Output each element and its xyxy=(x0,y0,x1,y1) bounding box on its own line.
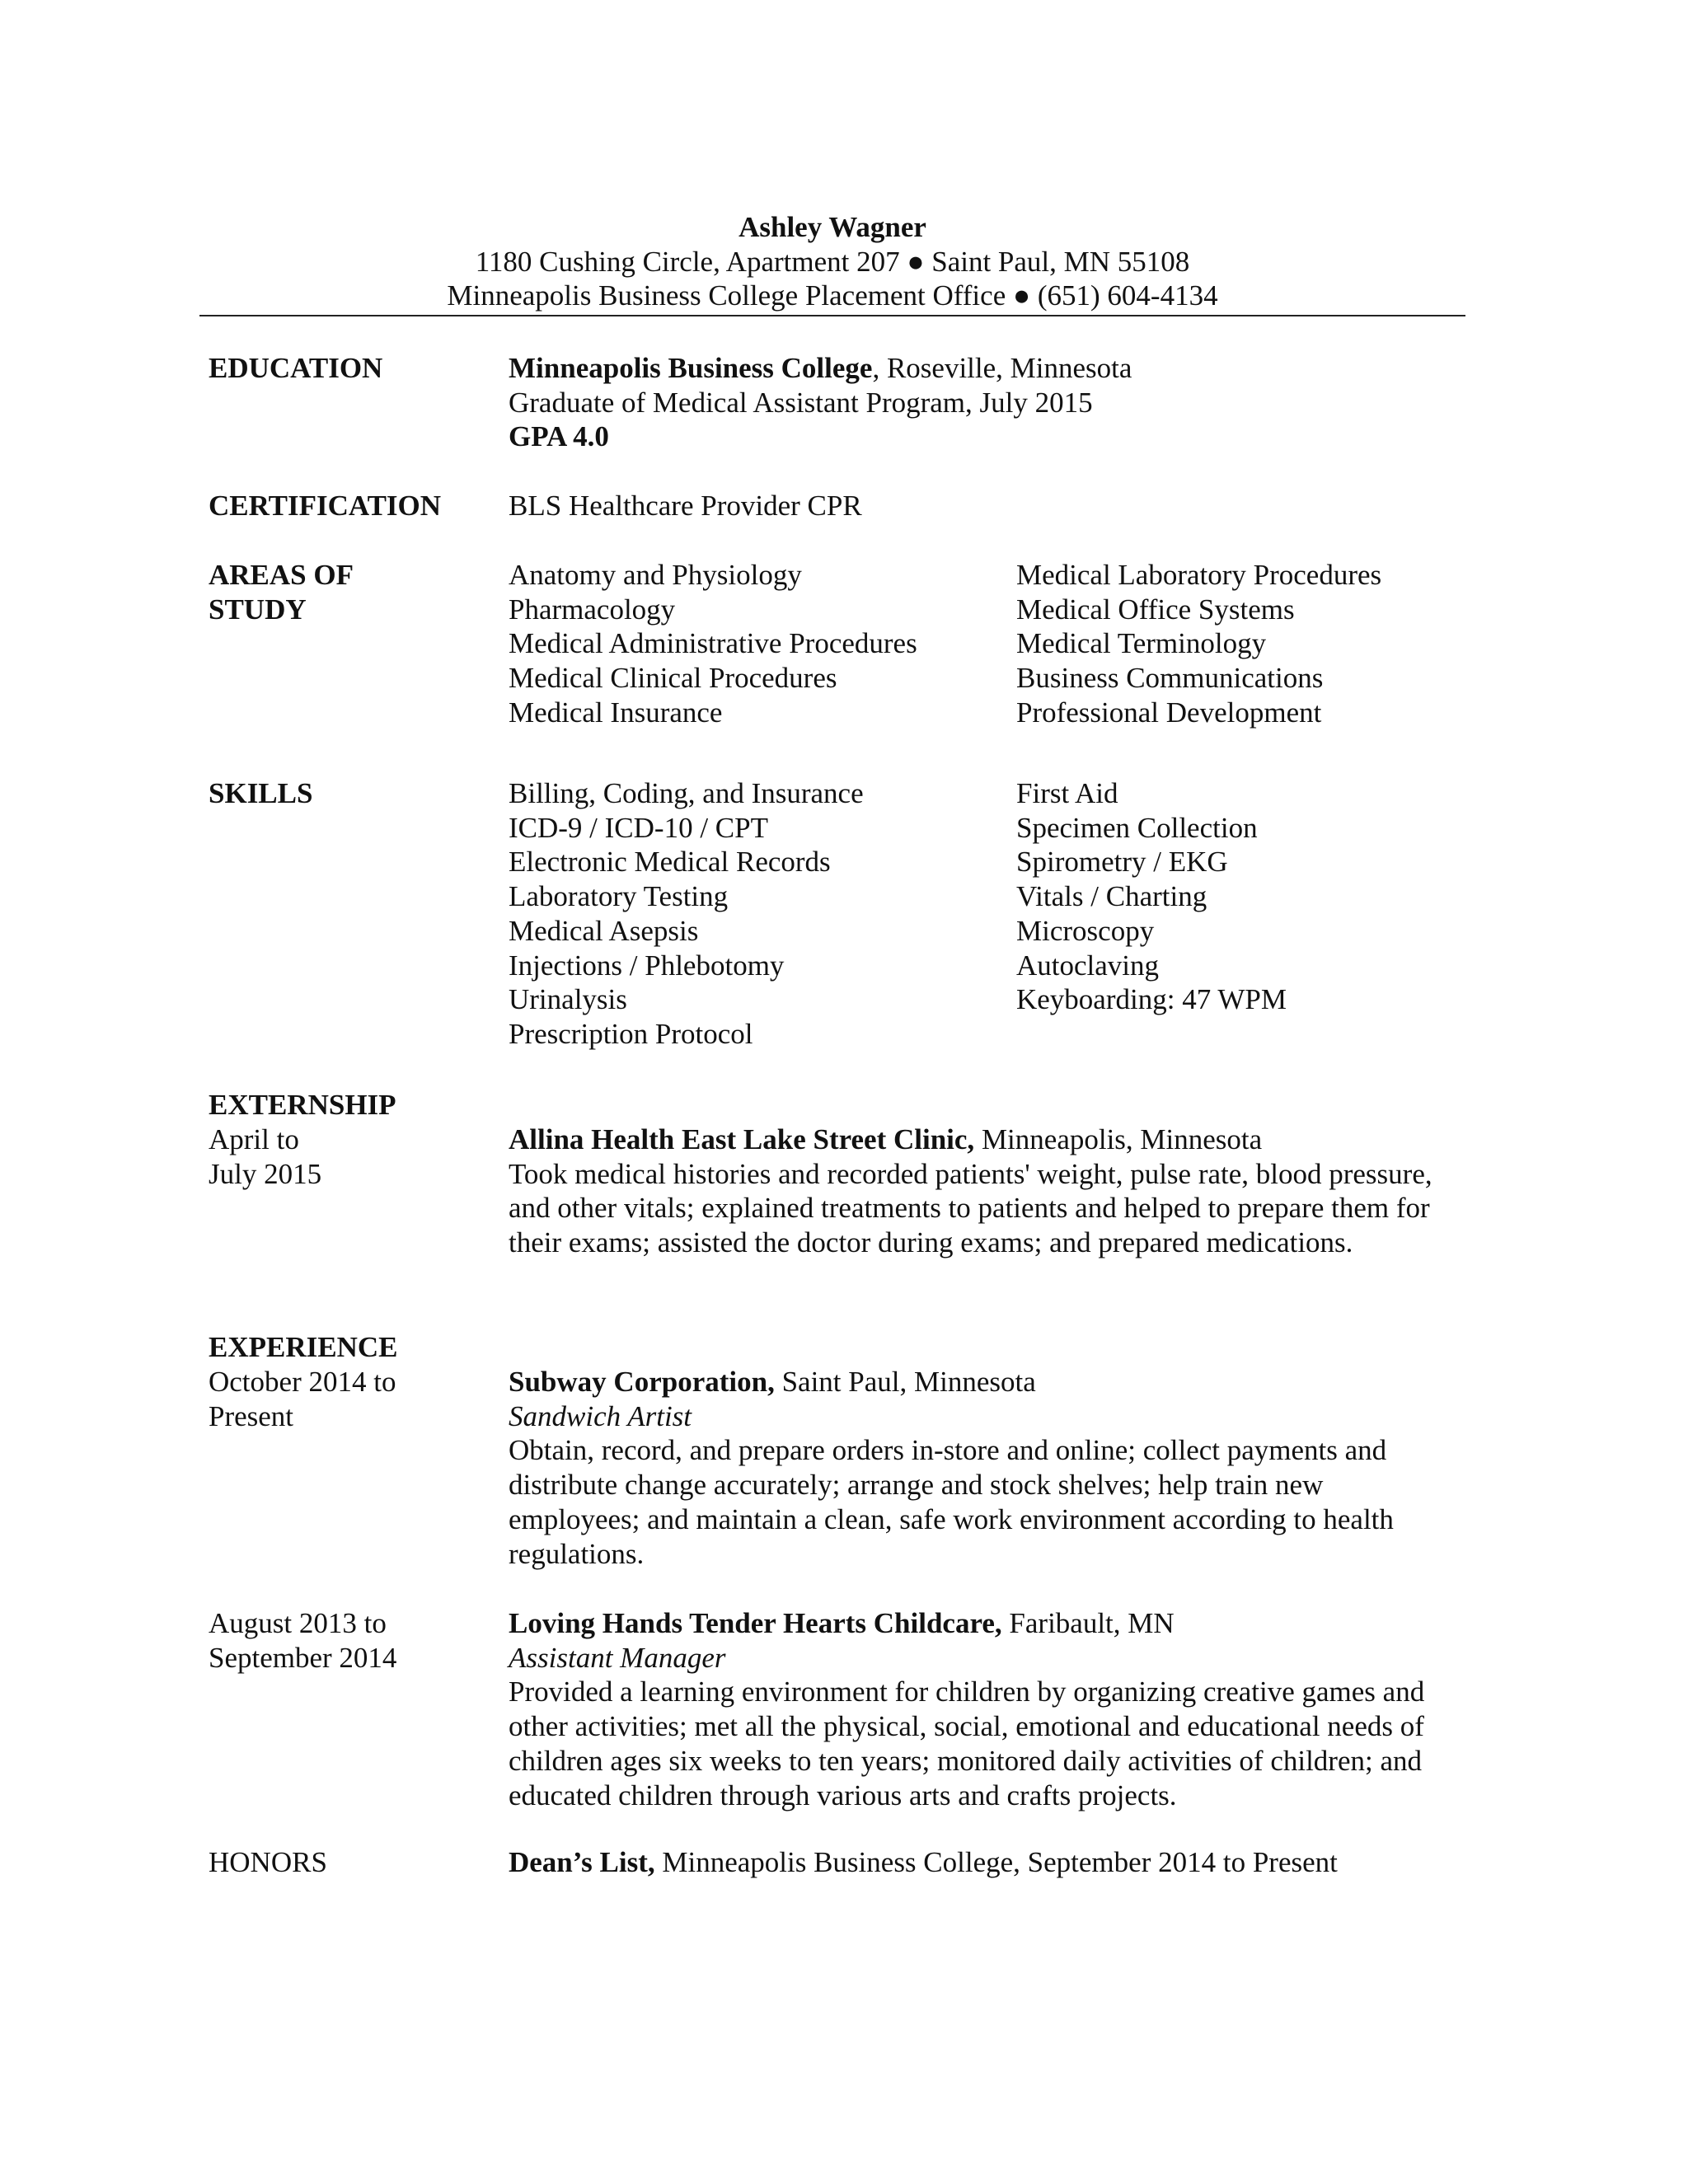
list-item: Injections / Phlebotomy xyxy=(509,949,785,982)
list-item: Urinalysis xyxy=(509,983,627,1016)
list-item: Medical Administrative Procedures xyxy=(509,627,917,660)
education-school-line xyxy=(509,351,1662,386)
certification-content xyxy=(509,489,1662,523)
job-1-dates-line1: October 2014 to xyxy=(209,1366,396,1398)
list-item: Spirometry / EKG xyxy=(1016,846,1228,879)
list-item: Keyboarding: 47 WPM xyxy=(1016,983,1287,1016)
resume-header xyxy=(199,210,1465,313)
skills-content xyxy=(509,776,1662,1052)
skills-label: SKILLS xyxy=(209,777,313,809)
job-1-location: Saint Paul, Minnesota xyxy=(774,1366,1036,1398)
list-item: Medical Asepsis xyxy=(509,914,699,947)
honors-detail: Minneapolis Business College, September 2014 to Present xyxy=(654,1846,1338,1878)
address-line: 1180 Cushing Circle, Apartment 207 ● Saint Paul, MN 55108 xyxy=(475,245,1190,278)
education-content xyxy=(509,351,1662,454)
list-item: Anatomy and Physiology xyxy=(509,559,802,591)
list-item: Professional Development xyxy=(1016,696,1322,729)
school-name: Minneapolis Business College xyxy=(509,352,873,384)
job-2-location: Faribault, MN xyxy=(1001,1607,1175,1639)
header-divider xyxy=(199,315,1465,316)
job-1-title: Sandwich Artist xyxy=(509,1399,692,1432)
list-item: Pharmacology xyxy=(509,593,676,626)
list-item: Medical Clinical Procedures xyxy=(509,662,837,695)
list-item: Medical Office Systems xyxy=(1016,593,1295,626)
honors-label: HONORS xyxy=(209,1846,327,1878)
job-2-dates-line1: August 2013 to xyxy=(209,1607,387,1639)
education-label: EDUCATION xyxy=(209,352,383,384)
areas-column-2 xyxy=(1016,558,1445,730)
job-2-content xyxy=(509,1606,1662,1812)
areas-label-line1: AREAS OF xyxy=(209,559,354,591)
list-item: Specimen Collection xyxy=(1016,811,1258,844)
list-item: First Aid xyxy=(1016,777,1118,809)
list-item: Electronic Medical Records xyxy=(509,846,831,879)
list-item: Medical Laboratory Procedures xyxy=(1016,559,1382,591)
certification-value: BLS Healthcare Provider CPR xyxy=(509,490,862,522)
areas-label-line2: STUDY xyxy=(209,593,307,626)
externship-employer: Allina Health East Lake Street Clinic, xyxy=(509,1123,975,1155)
areas-of-study-content xyxy=(509,558,1662,730)
contact-line: Minneapolis Business College Placement Office ● (651) 604-4134 xyxy=(447,279,1218,312)
job-1-employer: Subway Corporation, xyxy=(509,1366,775,1398)
job-1-employer-line xyxy=(509,1365,1662,1399)
skills-column-2 xyxy=(1016,776,1445,1017)
job-2-dates-line2: September 2014 xyxy=(209,1641,397,1674)
externship-content xyxy=(509,1122,1662,1260)
externship-employer-line xyxy=(509,1122,1662,1157)
list-item: Medical Insurance xyxy=(509,696,723,729)
job-2-employer-line xyxy=(509,1606,1662,1641)
externship-dates-line1: April to xyxy=(209,1123,299,1155)
honors-content xyxy=(509,1845,1662,1880)
externship-dates xyxy=(209,1122,489,1191)
list-item: Billing, Coding, and Insurance xyxy=(509,777,864,809)
job-1-dates-line2: Present xyxy=(209,1399,294,1432)
honors-award: Dean’s List, xyxy=(509,1846,655,1878)
honors-line xyxy=(509,1845,1662,1880)
externship-description: Took medical histories and recorded patients' weight, pulse rate, blood pressure, and other vitals; explained treatments to patients and helped to prepare them for their exams; assisted the doctor during exams; and prepared medications. xyxy=(509,1157,1432,1259)
job-2-employer: Loving Hands Tender Hearts Childcare, xyxy=(509,1607,1002,1639)
job-1-description: Obtain, record, and prepare orders in-store and online; collect payments and distribute change accurately; arrange and stock shelves; help train new employees; and maintain a clean, safe work environment according to health regulations. xyxy=(509,1434,1394,1570)
school-location: , Roseville, Minnesota xyxy=(872,352,1132,384)
areas-of-study-label xyxy=(209,558,489,626)
list-item: Laboratory Testing xyxy=(509,880,729,913)
externship-dates-line2: July 2015 xyxy=(209,1157,322,1190)
externship-location: Minneapolis, Minnesota xyxy=(974,1123,1263,1155)
list-item: Medical Terminology xyxy=(1016,627,1267,660)
job-1-dates xyxy=(209,1365,489,1433)
certification-label: CERTIFICATION xyxy=(209,490,442,522)
list-item: Autoclaving xyxy=(1016,949,1160,982)
gpa-line: GPA 4.0 xyxy=(509,420,609,453)
list-item: Prescription Protocol xyxy=(509,1017,753,1050)
program-line: Graduate of Medical Assistant Program, July 2015 xyxy=(509,386,1093,419)
externship-label: EXTERNSHIP xyxy=(209,1089,396,1121)
job-2-title: Assistant Manager xyxy=(509,1641,726,1674)
list-item: Microscopy xyxy=(1016,914,1155,947)
job-2-dates xyxy=(209,1606,489,1675)
applicant-name: Ashley Wagner xyxy=(738,211,926,243)
list-item: Business Communications xyxy=(1016,662,1324,695)
list-item: Vitals / Charting xyxy=(1016,880,1207,913)
job-2-description: Provided a learning environment for children by organizing creative games and other activities; met all the physical, social, emotional and educational needs of children ages six weeks to ten years; monitored daily activities of children; and educated children through various arts and crafts projects. xyxy=(509,1675,1425,1811)
job-1-content xyxy=(509,1365,1662,1571)
list-item: ICD-9 / ICD-10 / CPT xyxy=(509,811,768,844)
experience-label: EXPERIENCE xyxy=(209,1331,398,1363)
